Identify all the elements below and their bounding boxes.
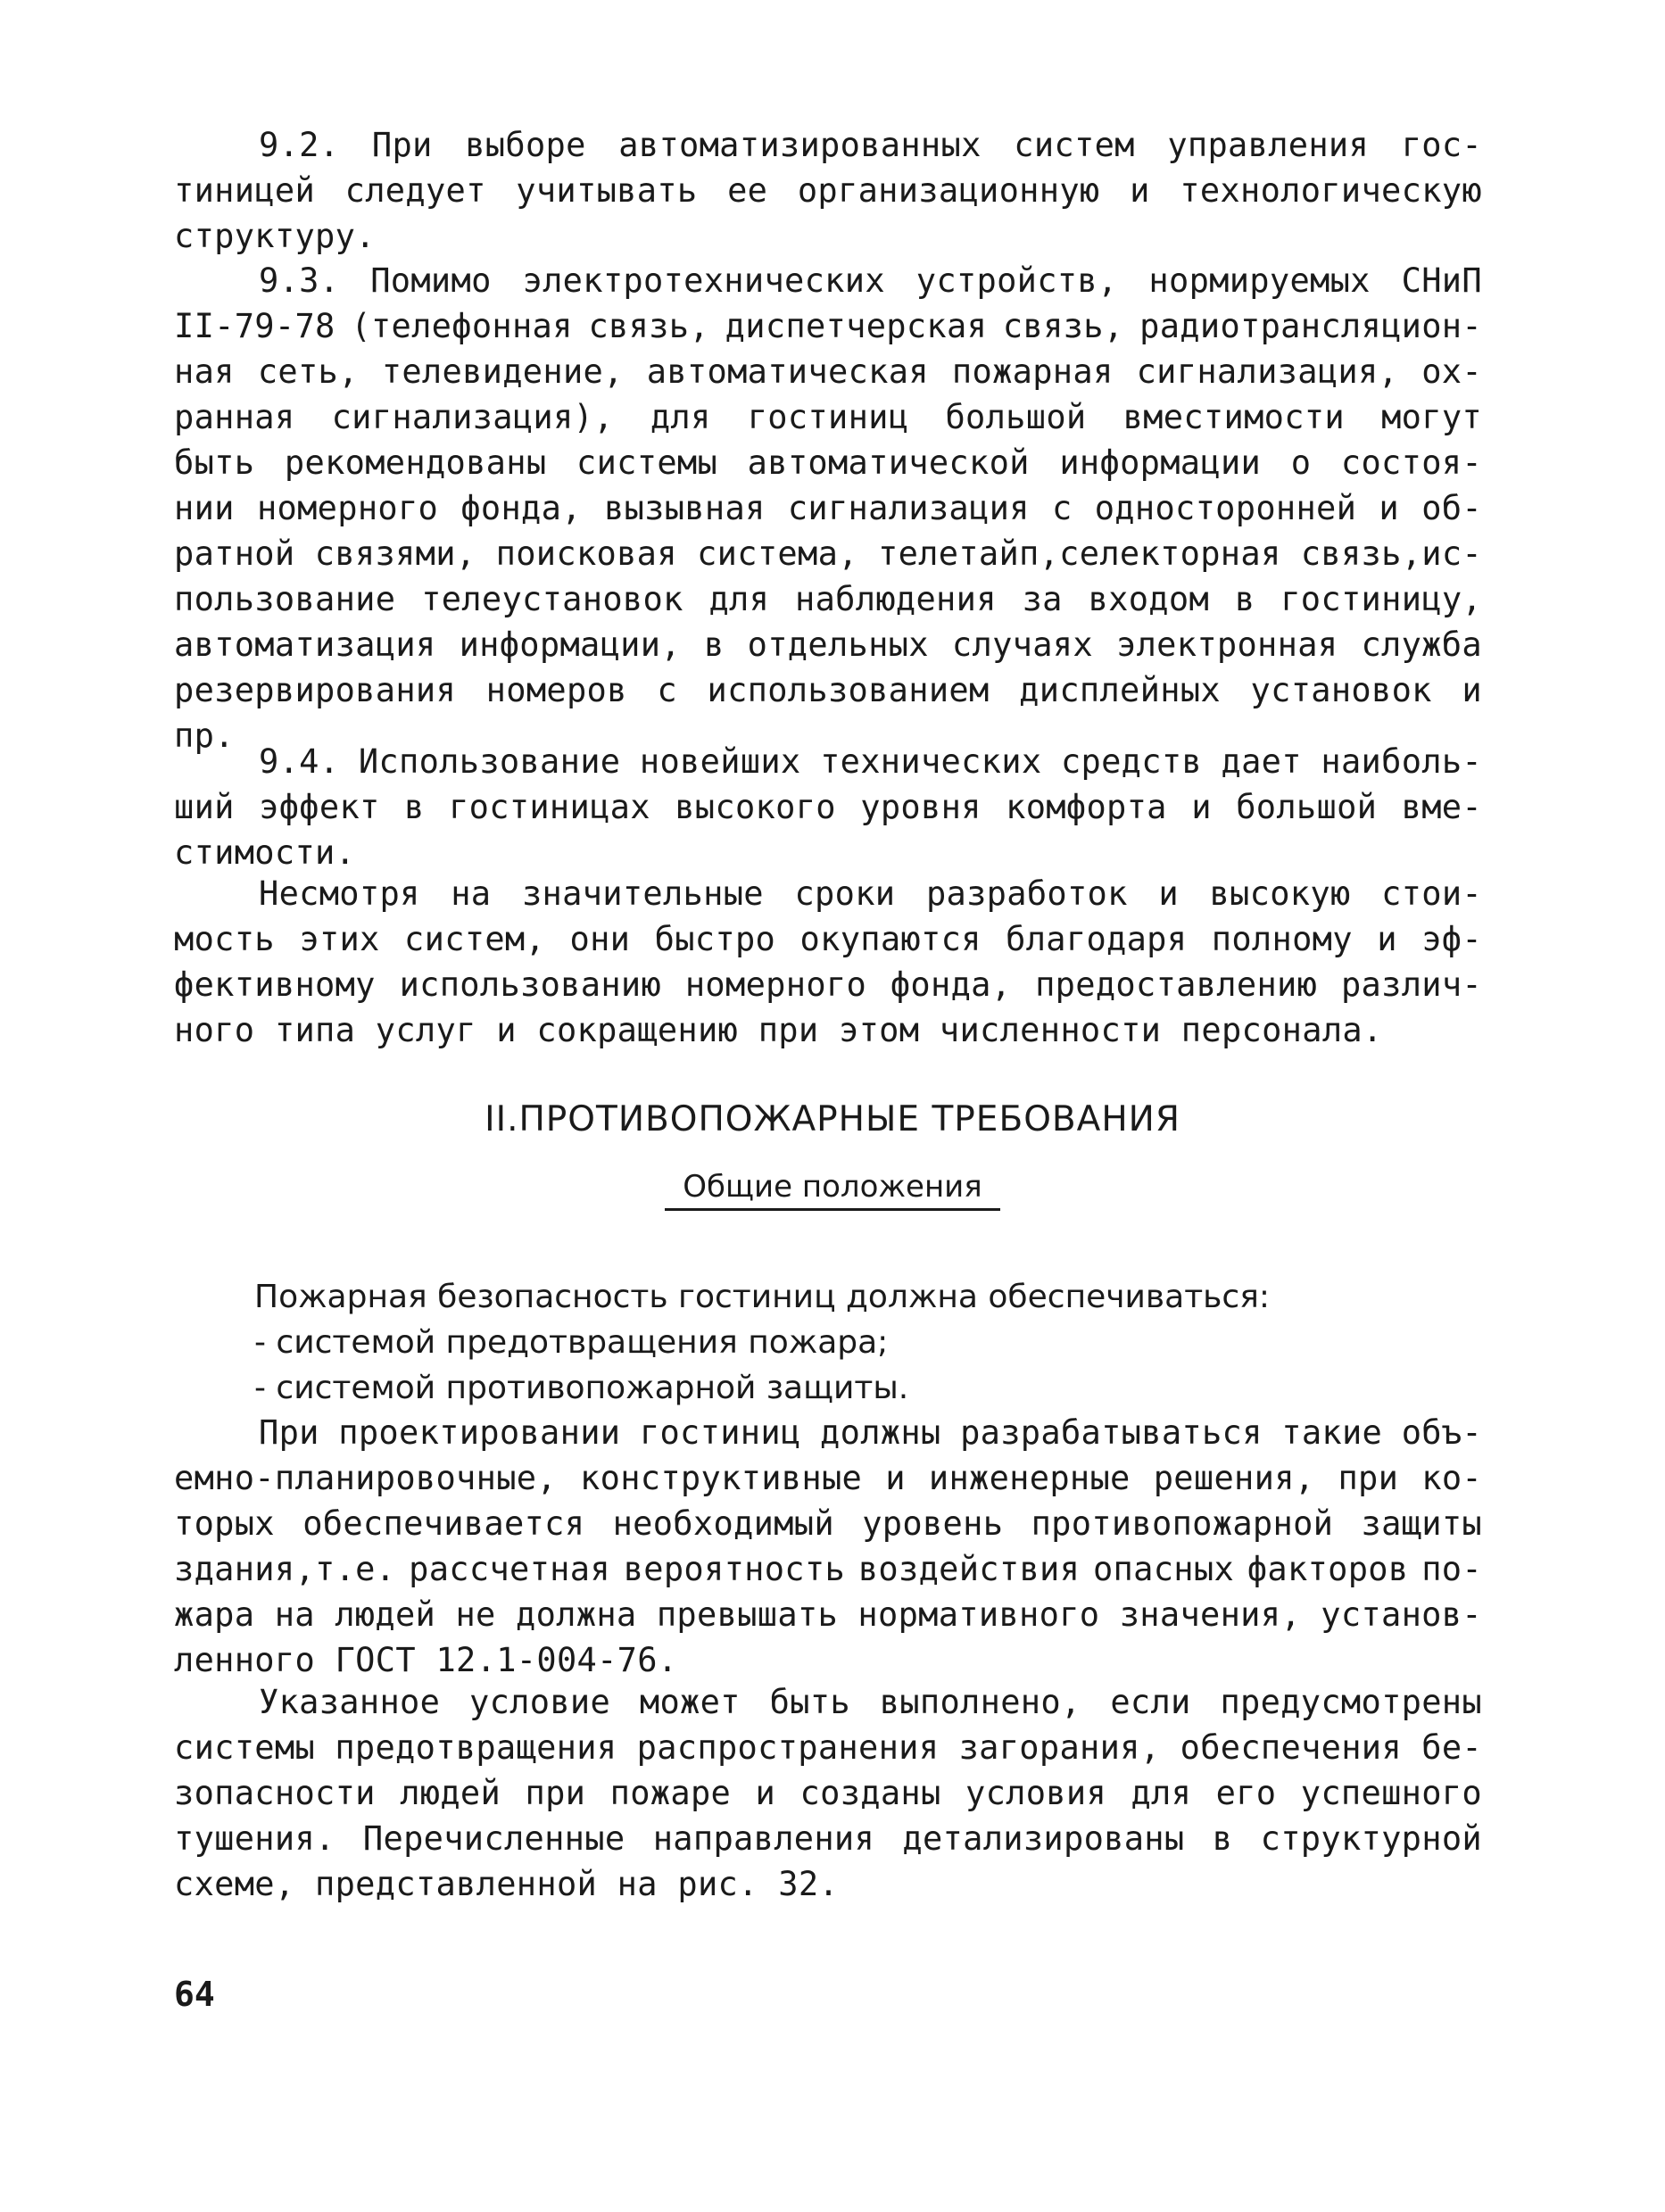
text-line: тушения. Перечисленные направления детализированы в структурной <box>174 1819 1482 1858</box>
text-line: пр. <box>174 717 235 755</box>
paragraph-9-4 <box>174 739 1482 875</box>
paragraph-9-2 <box>174 122 1482 259</box>
text-line: тиницей следует учитывать ее организационную и технологическую <box>174 171 1482 210</box>
text-line: ленного ГОСТ 12.1-004-76. <box>174 1641 678 1679</box>
text-line: пользование телеустановок для наблюдения за входом в гостиницу, <box>174 580 1482 618</box>
text-line: ранная сигнализация), для гостиниц большой вместимости могут <box>174 398 1482 436</box>
text-line: здания,т.е. рассчетная вероятность воздействия опасных факторов по- <box>174 1550 1482 1588</box>
page-number: 64 <box>174 1975 215 2014</box>
text-line: ного типа услуг и сокращению при этом численности персонала. <box>174 1011 1383 1049</box>
text-line: Несмотря на значительные сроки разработок и высокую стои- <box>259 874 1482 913</box>
paragraph-cost <box>174 871 1482 1053</box>
list-item: - системой предотвращения пожара; <box>254 1324 889 1361</box>
text-line: зопасности людей при пожаре и созданы условия для его успешного <box>174 1774 1482 1812</box>
text-line: Пожарная безопасность гостиниц должна обеспечиваться: <box>254 1279 1270 1315</box>
text-line: 9.2. При выборе автоматизированных систем управления гос- <box>259 126 1482 164</box>
paragraph-condition <box>174 1679 1482 1907</box>
text-line: 9.4. Использование новейших технических средств дает наиболь- <box>259 742 1482 781</box>
text-line: ратной связями, поисковая система, телетайп,селекторная связь,ис- <box>174 534 1482 573</box>
text-line: стимости. <box>174 833 356 872</box>
intro-list <box>174 1274 1482 1411</box>
text-line: структуру. <box>174 217 376 255</box>
section-title: II.ПРОТИВОПОЖАРНЫЕ ТРЕБОВАНИЯ <box>485 1099 1180 1139</box>
section-subtitle-text: Общие положения <box>665 1169 999 1211</box>
text-line: II-79-78 (телефонная связь, диспетчерская связь, радиотрансляцион- <box>174 307 1482 345</box>
text-line: ная сеть, телевидение, автоматическая пожарная сигнализация, ох- <box>174 352 1482 391</box>
text-line: системы предотвращения распространения загорания, обеспечения бе- <box>174 1728 1482 1767</box>
text-line: При проектировании гостиниц должны разрабатываться такие объ- <box>259 1413 1482 1452</box>
text-line: торых обеспечивается необходимый уровень противопожарной защиты <box>174 1504 1482 1543</box>
paragraph-design <box>174 1410 1482 1683</box>
paragraph-9-3 <box>174 258 1482 758</box>
text-line: 9.3. Помимо электротехнических устройств, нормируемых СНиП <box>259 261 1482 300</box>
text-line: быть рекомендованы системы автоматической информации о состоя- <box>174 443 1482 482</box>
text-line: емно-планировочные, конструктивные и инженерные решения, при ко- <box>174 1459 1482 1497</box>
text-line: жара на людей не должна превышать нормативного значения, установ- <box>174 1595 1482 1634</box>
text-line: фективному использованию номерного фонда, предоставлению различ- <box>174 965 1482 1004</box>
section-subtitle <box>0 1169 1665 1205</box>
text-line: схеме, представленной на рис. 32. <box>174 1865 840 1903</box>
text-line: автоматизация информации, в отдельных случаях электронная служба <box>174 625 1482 664</box>
list-item: - системой противопожарной защиты. <box>254 1370 909 1406</box>
text-line: мость этих систем, они быстро окупаются благодаря полному и эф- <box>174 920 1482 958</box>
text-line: резервирования номеров с использованием дисплейных установок и <box>174 671 1482 709</box>
text-line: ший эффект в гостиницах высокого уровня комфорта и большой вме- <box>174 788 1482 826</box>
text-line: Указанное условие может быть выполнено, если предусмотрены <box>259 1683 1482 1721</box>
text-line: нии номерного фонда, вызывная сигнализация с односторонней и об- <box>174 489 1482 527</box>
